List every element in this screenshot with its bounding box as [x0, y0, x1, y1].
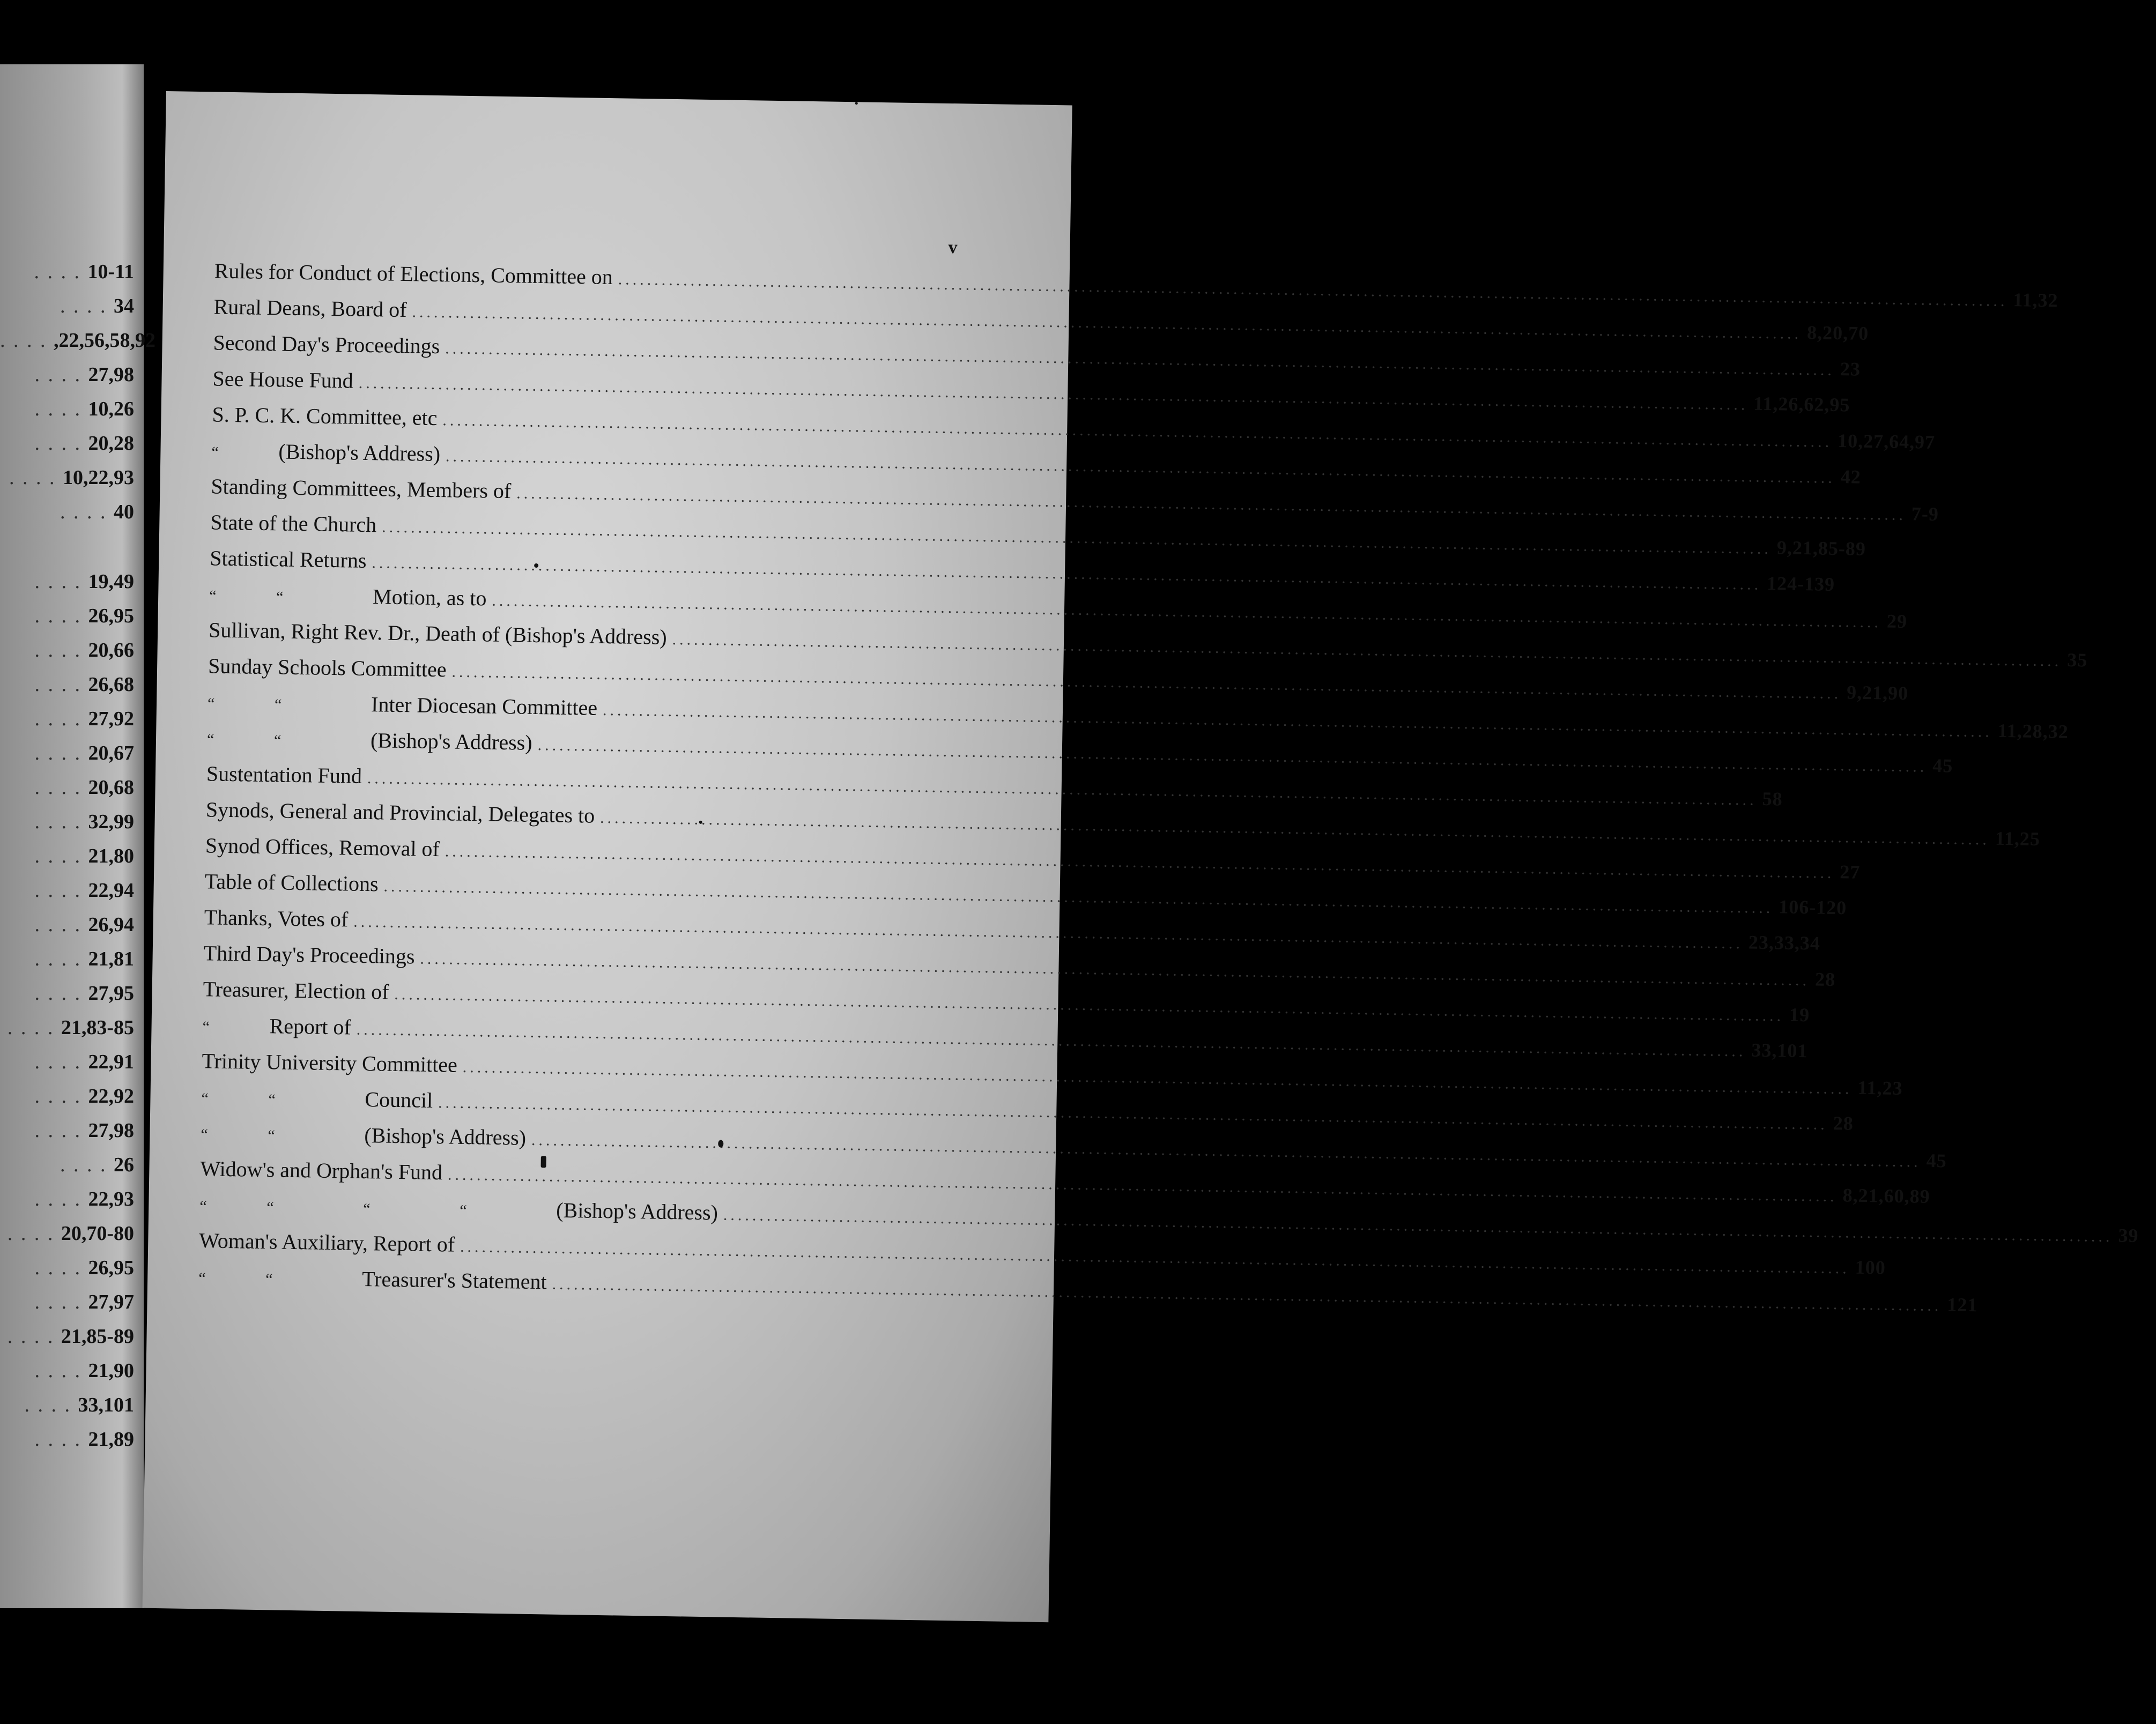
- ditto-mark: [273, 720, 371, 760]
- page-ref: ,22,56,58,92: [54, 329, 155, 352]
- index-entry-label: [202, 1007, 351, 1047]
- index-entry-label: [198, 1258, 547, 1302]
- index-entry-text: Inter Diocesan Committee: [371, 692, 598, 720]
- left-page-ref: [0, 426, 134, 460]
- left-page-ref: [0, 599, 134, 633]
- dot-leader: . . . .: [34, 363, 88, 386]
- dot-leader: . . . .: [34, 432, 88, 455]
- dot-leader: . . . .: [34, 673, 88, 696]
- index-entry-text: Widow's and Orphan's Fund: [200, 1156, 443, 1185]
- index-entry-label: [214, 252, 613, 295]
- index-entry-pages: 29: [1886, 610, 1908, 633]
- ditto-mark: [206, 719, 274, 759]
- ditto-quote: “: [274, 696, 282, 714]
- index-entry-label: [201, 1079, 433, 1120]
- index-entry-label: [210, 540, 367, 578]
- index-entry-pages: 106-120: [1778, 896, 1847, 919]
- index-entry-text: Standing Committees, Members of: [211, 474, 512, 503]
- index-entry-text: Statistical Returns: [209, 546, 367, 573]
- left-page-ref: [0, 1010, 134, 1045]
- index-entry-label: [212, 360, 353, 398]
- left-page-ref: [0, 702, 134, 736]
- page-ref: 22,92: [88, 1085, 134, 1108]
- left-page-ref: [0, 942, 134, 976]
- dot-leader: . . . .: [34, 982, 88, 1005]
- ditto-quote: “: [206, 731, 214, 749]
- index-entry-pages: 11,25: [1995, 827, 2041, 850]
- page-ref: 20,68: [88, 776, 134, 799]
- ditto-mark: [208, 683, 275, 723]
- page-ref: 26,68: [88, 673, 134, 696]
- left-page-ref: [0, 1285, 134, 1319]
- left-page-ref: [0, 1079, 134, 1113]
- page-ref: 27,98: [88, 1119, 134, 1142]
- dot-leader: . . . .: [34, 1188, 88, 1210]
- dot-leader: . . . .: [34, 398, 88, 420]
- dot-leader: . . . .: [60, 501, 114, 523]
- page-ref: 10-11: [87, 261, 134, 283]
- index-entry-text: Rural Deans, Board of: [213, 294, 407, 322]
- index-entry-label: [203, 971, 389, 1009]
- page-ref: 40: [114, 501, 134, 523]
- index-entry-pages: 45: [1932, 754, 1953, 777]
- left-page-ref: [0, 1148, 134, 1182]
- ditto-mark: [265, 1259, 362, 1299]
- index-entry-text: Sunday Schools Committee: [208, 653, 447, 682]
- page-ref: 26,94: [88, 913, 134, 936]
- index-entry-pages: 124-139: [1766, 573, 1835, 595]
- dot-leader: . . . .: [7, 1016, 61, 1039]
- index-entry-label: [213, 288, 407, 328]
- index-entry-label: [204, 863, 379, 902]
- page-ref: 33,101: [78, 1394, 134, 1416]
- index-entry-label: [200, 1150, 443, 1190]
- index-entry-pages: 42: [1840, 466, 1862, 488]
- index-entry-text: Synods, General and Provincial, Delegates to: [205, 797, 595, 828]
- left-page-ref: [0, 1251, 134, 1285]
- page-ref: 21,81: [88, 948, 134, 970]
- page-ref: 27,97: [88, 1291, 134, 1313]
- index-entry-label: [199, 1222, 455, 1262]
- left-page-ref: [0, 1388, 134, 1422]
- ditto-quote: “: [202, 1018, 210, 1036]
- dot-leader: . . . .: [34, 879, 88, 902]
- left-page-ref-list: [0, 255, 155, 1457]
- index-entry-text: Treasurer's Statement: [361, 1267, 547, 1294]
- index-entry-pages: 11,26,62,95: [1753, 392, 1850, 416]
- index-entry-pages: 9,21,85-89: [1776, 537, 1866, 560]
- index-entry-text: Table of Collections: [204, 869, 379, 896]
- dot-leader: . . . .: [34, 1051, 88, 1073]
- page-ref: 22,91: [88, 1051, 134, 1073]
- page-ref: 27,92: [88, 708, 134, 730]
- ditto-mark: [201, 1079, 269, 1118]
- index-entry-text: Thanks, Votes of: [204, 905, 349, 932]
- dot-leader: . . . .: [34, 776, 88, 799]
- index-entry-pages: 28: [1814, 968, 1836, 991]
- index-entry-pages: 8,20,70: [1806, 322, 1869, 344]
- left-page-ref: [0, 908, 134, 942]
- left-page-ref: [0, 1354, 134, 1388]
- index-entry-text: Report of: [269, 1014, 352, 1039]
- right-page: [143, 91, 2139, 1622]
- print-specks: [166, 91, 1072, 106]
- index-entry-text: Treasurer, Election of: [203, 977, 389, 1004]
- ditto-mark: [460, 1191, 557, 1230]
- left-page-ref: [0, 495, 134, 529]
- dot-leader: . . . .: [7, 1325, 61, 1348]
- left-page-ref: [0, 1045, 134, 1079]
- index-entry-pages: 28: [1833, 1112, 1854, 1134]
- dot-leader: . . . .: [34, 1359, 88, 1382]
- ditto-mark: [202, 1007, 270, 1046]
- ditto-quote: “: [363, 1200, 371, 1218]
- index-entry-label: [211, 432, 441, 474]
- page-ref: 20,28: [88, 432, 134, 455]
- page-ref: 21,85-89: [61, 1325, 134, 1348]
- index-entry-text: Council: [365, 1087, 433, 1113]
- page-ref: 26,95: [88, 1257, 134, 1279]
- index-entry-text: Synod Offices, Removal of: [205, 833, 440, 861]
- dot-leader: . . . .: [34, 811, 88, 833]
- ditto-quote: “: [266, 1199, 274, 1217]
- index-entry-text: Third Day's Proceedings: [203, 941, 415, 969]
- left-page-ref: [0, 1113, 134, 1148]
- index-entry-text: Trinity University Committee: [202, 1049, 458, 1077]
- left-page-ref: [0, 736, 134, 770]
- index-entry-pages: 9,21,90: [1846, 681, 1909, 704]
- left-page-ref: [0, 323, 155, 358]
- dot-leader: . . . .: [34, 708, 88, 730]
- ditto-quote: “: [207, 695, 215, 713]
- index-entry-label: [202, 1043, 457, 1082]
- index-entry-label: [212, 396, 438, 436]
- left-page-ref: [0, 289, 134, 323]
- dot-leader: . . . .: [0, 329, 54, 352]
- index-entry-pages: 11,32: [2013, 289, 2058, 311]
- dot-leader: . . . .: [34, 1085, 88, 1108]
- ditto-quote: “: [460, 1201, 467, 1220]
- page-ref: 19,49: [88, 570, 134, 593]
- ditto-quote: “: [199, 1198, 207, 1216]
- ditto-mark: [199, 1186, 267, 1225]
- left-page-ref: [0, 976, 134, 1010]
- index-entry-label: [210, 504, 377, 543]
- dot-leader: . . . .: [9, 466, 63, 489]
- ditto-quote: “: [198, 1269, 206, 1288]
- left-page: [0, 64, 155, 1608]
- dot-leader: . . . .: [24, 1394, 78, 1416]
- ditto-quote: “: [211, 443, 219, 462]
- index-entry-pages: 33,101: [1751, 1039, 1808, 1062]
- index-entry-text: See House Fund: [212, 366, 354, 393]
- left-page-ref: [0, 358, 134, 392]
- index-entry-pages: 23,33,34: [1748, 931, 1821, 954]
- ditto-mark: [363, 1189, 460, 1229]
- index-entry-text: State of the Church: [210, 510, 377, 537]
- page-ref: 32,99: [88, 811, 134, 833]
- ditto-mark: [275, 685, 372, 724]
- page-ref: 20,67: [88, 742, 134, 764]
- left-page-ref: [0, 805, 134, 839]
- index-entry-pages: 121: [1947, 1294, 1978, 1316]
- ditto-mark: [268, 1080, 365, 1119]
- dot-leader: . . . .: [34, 742, 88, 764]
- page-ref: 22,93: [88, 1188, 134, 1210]
- index-entry-text: (Bishop's Address): [364, 1123, 527, 1150]
- index-entry-text: S. P. C. K. Committee, etc: [212, 402, 438, 430]
- index-entry-text: Sustentation Fund: [206, 761, 362, 788]
- index-entry-pages: 11,28,32: [1997, 719, 2069, 742]
- left-page-ref: [0, 873, 134, 908]
- page-ref: 22,94: [88, 879, 134, 902]
- ditto-mark: [266, 1187, 364, 1227]
- ditto-quote: “: [268, 1091, 276, 1109]
- index-entry-text: (Bishop's Address): [555, 1198, 718, 1225]
- ditto-mark: [211, 432, 279, 471]
- page-ref: 27,98: [88, 363, 134, 386]
- page-ref: 26: [114, 1154, 134, 1176]
- left-page-ref: [0, 255, 134, 289]
- page-ref: 20,66: [88, 639, 134, 662]
- ditto-quote: “: [201, 1090, 209, 1108]
- ditto-quote: “: [209, 587, 217, 605]
- index-entry-text: Rules for Conduct of Elections, Committee on: [214, 258, 613, 289]
- dot-leader: . . . .: [60, 295, 114, 317]
- left-page-ref: [0, 633, 134, 667]
- index-entry-pages: 58: [1762, 787, 1783, 810]
- dot-leader: . . . .: [34, 605, 88, 627]
- index-entry-label: [208, 648, 447, 687]
- dot-leader: . . . .: [34, 1119, 88, 1142]
- index-entry-pages: 11,23: [1857, 1076, 1903, 1099]
- page-ref: 27,95: [88, 982, 134, 1005]
- ditto-quote: “: [268, 1127, 275, 1145]
- index-entry-pages: 23: [1840, 358, 1861, 380]
- dot-leader: . . . .: [34, 570, 88, 593]
- ditto-mark: [198, 1258, 266, 1297]
- index-entry-pages: 35: [2067, 649, 2088, 671]
- index-entry-pages: 39: [2118, 1224, 2139, 1247]
- dot-leader: . . . .: [34, 261, 88, 283]
- dot-leader: . . . .: [34, 639, 88, 662]
- dot-leader: . . . .: [34, 845, 88, 867]
- page-ref: 21,80: [88, 845, 134, 867]
- page-ref: 26,95: [88, 605, 134, 627]
- left-page-ref: [0, 1182, 134, 1216]
- left-page-ref: [0, 564, 134, 599]
- left-page-ref: [0, 460, 134, 495]
- left-page-ref: [0, 1319, 134, 1354]
- index-entry-text: (Bishop's Address): [278, 439, 441, 466]
- page-ref: 34: [114, 295, 134, 317]
- index-entry-text: Motion, as to: [372, 584, 487, 611]
- index-entry-pages: 19: [1789, 1004, 1810, 1026]
- index-entry-label: [211, 468, 512, 509]
- left-page-ref: [0, 392, 134, 426]
- index-entry-text: Second Day's Proceedings: [213, 330, 440, 359]
- page-ref: 21,90: [88, 1359, 134, 1382]
- ditto-mark: [268, 1116, 365, 1155]
- left-page-ref: [0, 839, 134, 873]
- page-ref: 21,89: [88, 1428, 134, 1451]
- ditto-mark: [201, 1114, 268, 1154]
- ditto-quote: “: [276, 588, 284, 606]
- ditto-mark: [276, 577, 373, 616]
- index-list: [198, 252, 2139, 1316]
- index-entry-pages: 10,27,64,97: [1837, 430, 1936, 453]
- index-entry-pages: 45: [1926, 1149, 1947, 1172]
- left-page-ref: [0, 1216, 134, 1251]
- index-entry-pages: 100: [1855, 1256, 1886, 1279]
- index-entry-label: [206, 755, 362, 794]
- dot-leader: . . . .: [34, 948, 88, 970]
- index-entry-label: [213, 324, 440, 364]
- dot-leader: . . . .: [34, 913, 88, 936]
- left-page-ref: [0, 1422, 134, 1457]
- index-entry-pages: 27: [1840, 861, 1861, 883]
- page-ref: 10,22,93: [63, 466, 134, 489]
- index-entry-pages: 8,21,60,89: [1842, 1184, 1931, 1207]
- dot-leader: . . . .: [60, 1154, 114, 1176]
- dot-leader: . . . .: [34, 1257, 88, 1279]
- index-entry-pages: 7-9: [1911, 503, 1939, 525]
- dot-leader: . . . .: [7, 1222, 61, 1245]
- ditto-quote: “: [273, 732, 281, 750]
- index-entry-label: [204, 899, 349, 937]
- page-folio: v: [948, 237, 958, 258]
- dot-leader: . . . .: [34, 1291, 88, 1313]
- index-entry-text: Woman's Auxiliary, Report of: [198, 1228, 455, 1257]
- ditto-quote: “: [265, 1270, 273, 1289]
- dot-leader: . . . .: [34, 1428, 88, 1451]
- page-ref: 20,70-80: [61, 1222, 134, 1245]
- index-entry-text: (Bishop's Address): [370, 728, 533, 755]
- left-page-ref: [0, 770, 134, 805]
- left-page-ref: [0, 667, 134, 702]
- index-entry-label: [205, 827, 440, 867]
- page-ref: 10,26: [88, 398, 134, 420]
- ditto-mark: [209, 576, 277, 615]
- index-entry-label: [203, 935, 415, 974]
- index-entry-label: [205, 791, 595, 833]
- ditto-quote: “: [201, 1126, 209, 1144]
- index-entry-text: Sullivan, Right Rev. Dr., Death of (Bishop's Address): [208, 618, 668, 649]
- page-ref: 21,83-85: [61, 1016, 134, 1039]
